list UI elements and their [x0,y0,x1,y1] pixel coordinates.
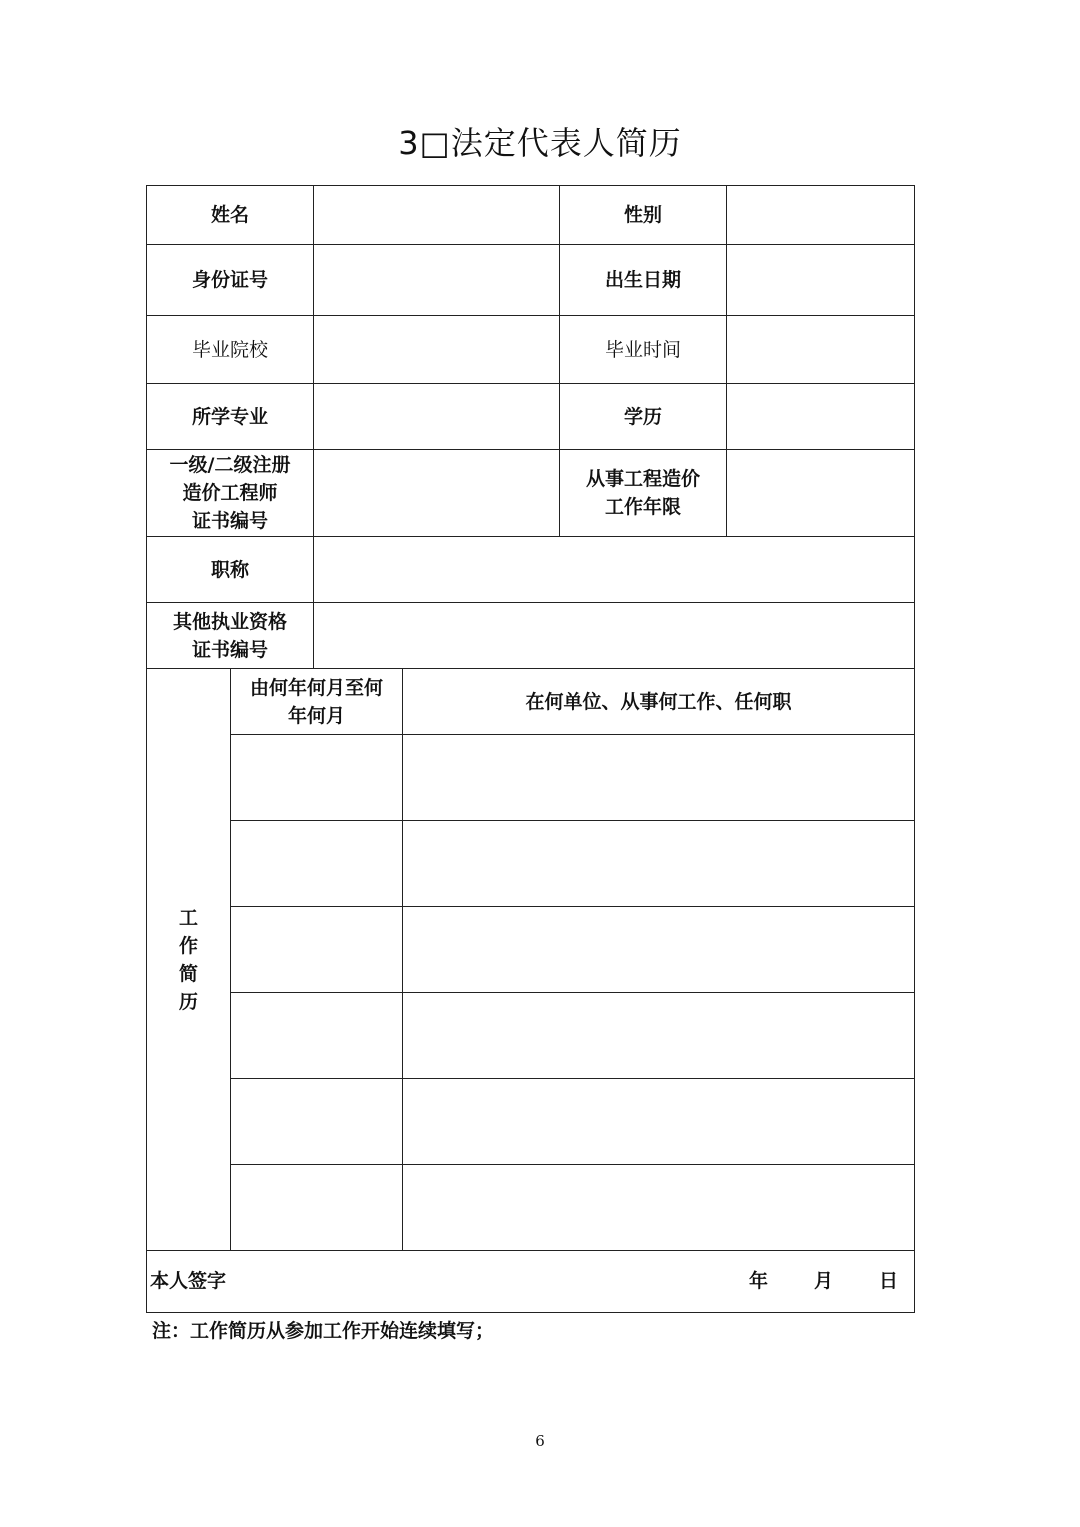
month-label: 月 [813,1270,833,1292]
gender-label: 性别 [560,186,727,245]
work-history-char-3: 简 [178,962,198,985]
page-number: 6 [535,1432,545,1450]
cost-engineer-cert-label [147,450,314,537]
gender-field[interactable] [727,186,915,245]
period-cell-5[interactable] [231,1079,403,1165]
grad-time-label: 毕业时间 [560,316,727,384]
work-years-label [560,450,727,537]
page-title: 3□法定代表人简历 [398,124,682,162]
work-history-label [147,669,231,1251]
signature-row[interactable] [147,1251,915,1313]
work-history-char-2: 作 [178,934,198,957]
title-rank-field[interactable] [314,537,915,603]
major-label: 所学专业 [147,384,314,450]
other-cert-field[interactable] [314,603,915,669]
work-history-char-1: 工 [178,906,198,929]
name-field[interactable] [314,186,560,245]
position-cell-3[interactable] [403,907,915,993]
title-rank-label: 职称 [147,537,314,603]
cost-engineer-cert-field[interactable] [314,450,560,537]
id-number-field[interactable] [314,245,560,316]
resume-form [146,185,915,1313]
major-field[interactable] [314,384,560,450]
period-cell-3[interactable] [231,907,403,993]
period-cell-4[interactable] [231,993,403,1079]
school-label: 毕业院校 [147,316,314,384]
year-label: 年 [748,1270,768,1292]
position-cell-5[interactable] [403,1079,915,1165]
period-header-line-1: 由何年何月至何 [250,676,384,699]
position-cell-6[interactable] [403,1165,915,1251]
period-cell-6[interactable] [231,1165,403,1251]
other-cert-label [147,603,314,669]
grad-time-field[interactable] [727,316,915,384]
birth-date-label: 出生日期 [560,245,727,316]
position-cell-4[interactable] [403,993,915,1079]
signature-label: 本人签字 [150,1270,227,1292]
cert-label-line-3: 证书编号 [192,510,269,532]
period-header-line-2: 年何月 [288,704,346,727]
position-column-header: 在何单位、从事何工作、任何职 [403,669,915,735]
work-years-line-1: 从事工程造价 [586,468,701,490]
period-cell-1[interactable] [231,735,403,821]
education-label: 学历 [560,384,727,450]
id-number-label: 身份证号 [147,245,314,316]
position-cell-2[interactable] [403,821,915,907]
position-cell-1[interactable] [403,735,915,821]
cert-label-line-1: 一级/二级注册 [169,454,291,476]
other-cert-line-2: 证书编号 [192,638,269,661]
cert-label-line-2: 造价工程师 [182,482,278,504]
footnote: 注：工作简历从参加工作开始连续填写； [152,1320,495,1342]
period-cell-2[interactable] [231,821,403,907]
birth-date-field[interactable] [727,245,915,316]
work-years-field[interactable] [727,450,915,537]
education-field[interactable] [727,384,915,450]
other-cert-line-1: 其他执业资格 [173,610,288,633]
work-years-line-2: 工作年限 [605,496,682,518]
work-history-char-4: 历 [178,990,198,1013]
day-label: 日 [879,1270,899,1292]
school-field[interactable] [314,316,560,384]
period-column-header [231,669,403,735]
signature-date [749,1267,898,1295]
name-label: 姓名 [147,186,314,245]
